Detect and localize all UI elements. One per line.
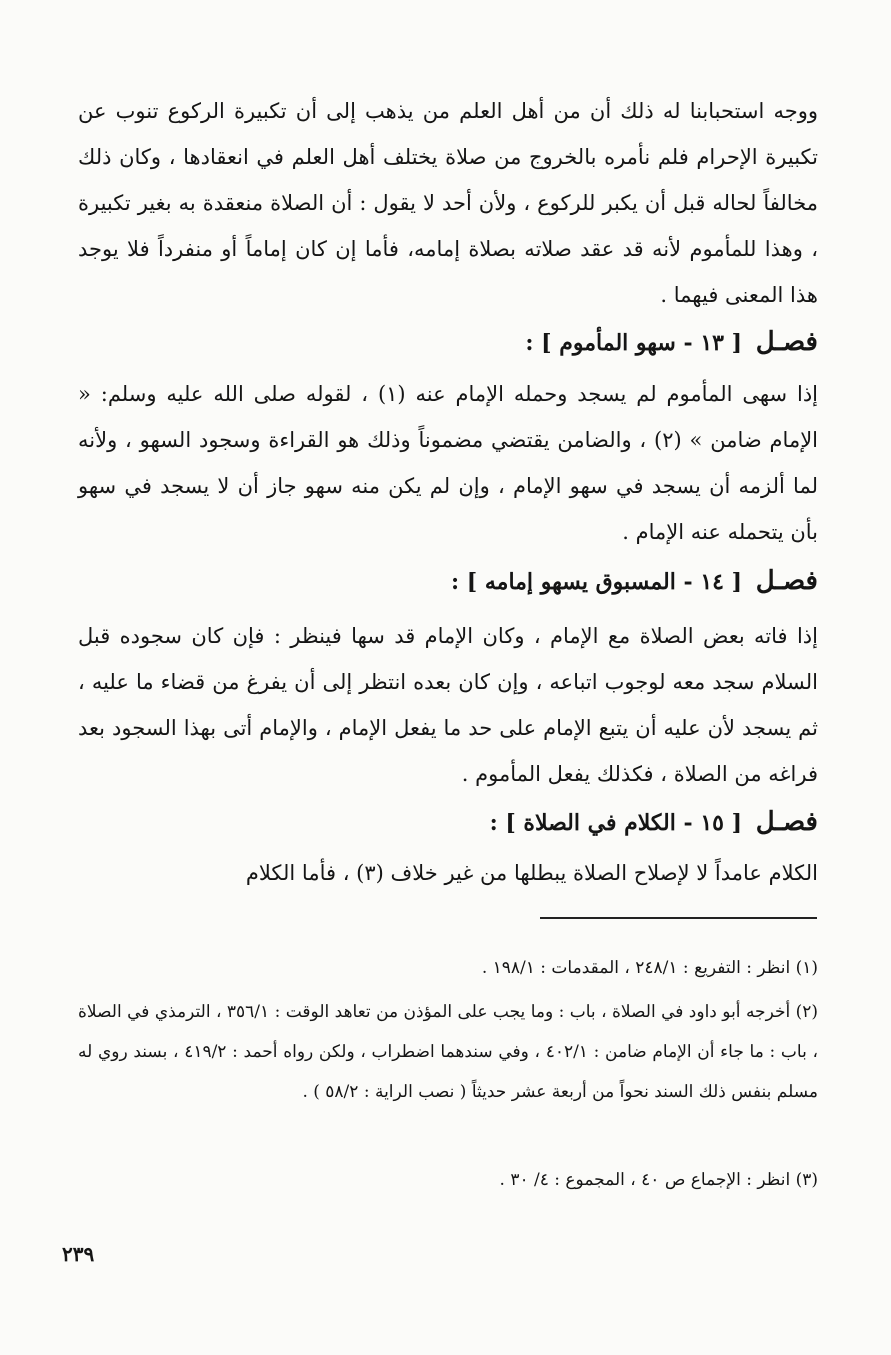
section-title: [ ١٤ - المسبوق يسهو إمامه ] : <box>451 569 743 595</box>
page-number: ٢٣٩ <box>62 1242 95 1266</box>
section-keyword: فصـل <box>755 807 818 837</box>
body-paragraph-4: الكلام عامداً لا لإصلاح الصلاة يبطلها من غير خلاف (٣) ، فأما الكلام <box>245 861 818 885</box>
body-paragraph-1: ووجه استحبابنا له ذلك أن من أهل العلم من يذهب إلى أن تكبيرة الركوع تنوب عن تكبيرة الإحرام فلم نأمره بالخروج من صلاة يختلف أهل العلم في انعقادها ، وكان ذلك مخالفاً لحاله قبل أن يكبر للركوع ، ولأن أحد لا يقول : أن الصلاة منعقدة به بغير تكبيرة ، وهذا للمأموم لأنه قد عقد صلاته بصلاة إمامه، فأما إن كان إماماً أو منفرداً فلا يوجد هذا المعنى فيهما . <box>78 99 818 307</box>
section-title: [ ١٣ - سهو المأموم ] : <box>525 330 743 356</box>
section-heading-14 <box>78 561 818 602</box>
footnote-3: (٣) انظر : الإجماع ص ٤٠ ، المجموع : ٤/ ٣٠ . <box>499 1170 818 1190</box>
section-heading-13 <box>78 322 818 363</box>
section-keyword: فصـل <box>755 566 818 596</box>
footnote-separator <box>540 917 817 919</box>
section-keyword: فصـل <box>755 327 818 357</box>
footnote-2: (٢) أخرجه أبو داود في الصلاة ، باب : وما يجب على المؤذن من تعاهد الوقت : ٣٥٦/١ ، الترمذي في الصلاة ، باب : ما جاء أن الإمام ضامن : ٤٠٢/١ ، وفي سندهما اضطراب ، ولكن رواه أحمد : ٤١٩/٢ ، بسند روي له مسلم بنفس ذلك السند نحواً من أربعة عشر حديثاً ( نصب الراية : ٥٨/٢ ) . <box>78 1002 819 1102</box>
body-paragraph-2: إذا سهى المأموم لم يسجد وحمله الإمام عنه (١) ، لقوله صلى الله عليه وسلم: « الإمام ضامن » (٢) ، والضامن يقتضي مضموناً وذلك هو القراءة وسجود السهو ، ولأنه لما ألزمه أن يسجد في سهو الإمام ، وإن لم يكن منه سهو جاز أن لا يسجد في سهو بأن يتحمله عنه الإمام . <box>78 382 819 544</box>
body-paragraph-3: إذا فاته بعض الصلاة مع الإمام ، وكان الإمام قد سها فينظر : فإن كان سجوده قبل السلام سجد معه لوجوب اتباعه ، وإن كان بعده انتظر إلى أن يفرغ من قضاء ما عليه ، ثم يسجد لأن عليه أن يتبع الإمام على حد ما يفعل الإمام ، والإمام أتى بهذا السجود بعد فراغه من الصلاة ، فكذلك يفعل المأموم . <box>78 624 818 786</box>
footnote-1: (١) انظر : التفريع : ٢٤٨/١ ، المقدمات : ١٩٨/١ . <box>481 958 818 978</box>
section-heading-15 <box>78 802 818 843</box>
section-title: [ ١٥ - الكلام في الصلاة ] : <box>489 810 743 836</box>
